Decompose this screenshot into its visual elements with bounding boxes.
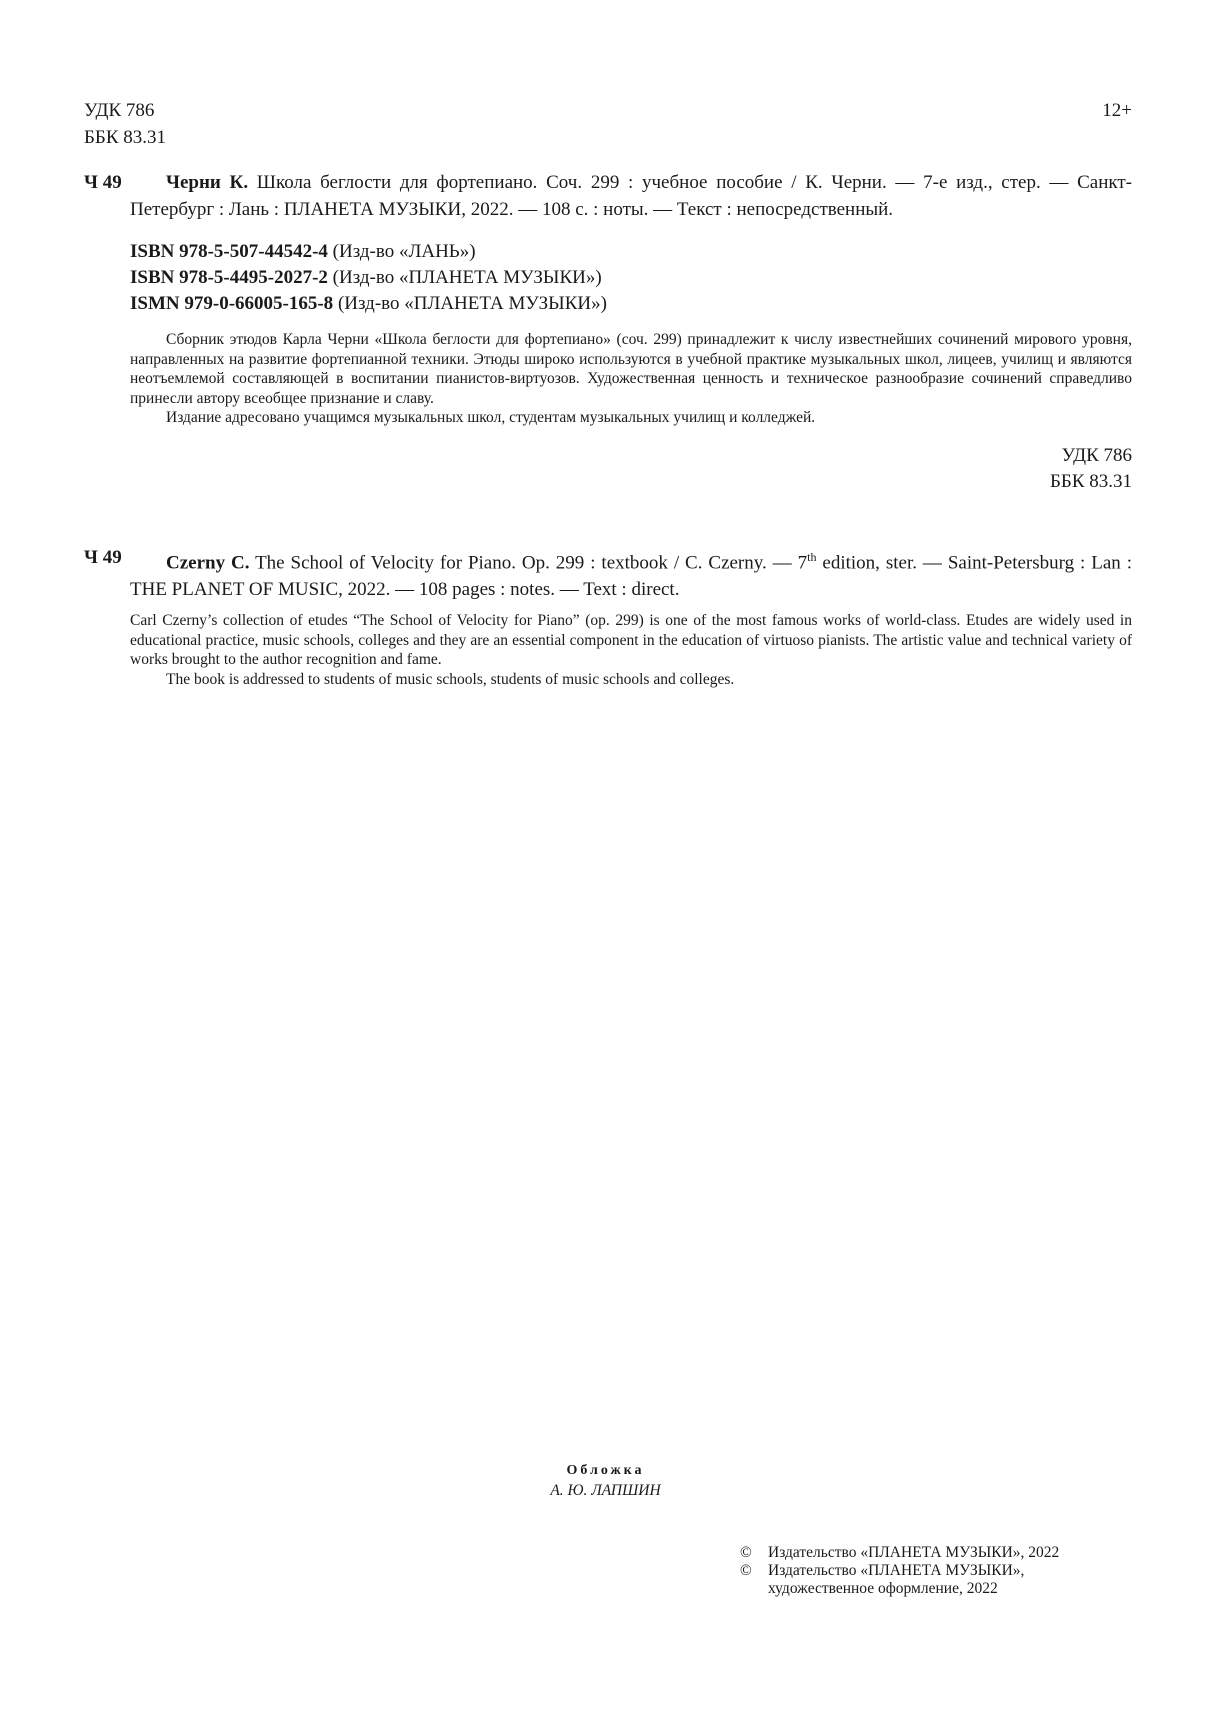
cover-credit-label: Обложка [566,1463,645,1478]
en-entry-code: Ч 49 [84,547,122,568]
bbk-code: ББК 83.31 [84,127,166,148]
ru-entry-author: Черни К. [166,172,249,193]
age-rating: 12+ [1102,100,1132,121]
copyright-text: Издательство «ПЛАНЕТА МУЗЫКИ», 2022 [768,1544,1060,1561]
copyright-block [740,1544,1059,1598]
identifier-line [130,265,607,291]
en-abstract-paragraph: The book is addressed to students of music schools, students of music schools and colleges. [166,670,735,688]
identifier-publisher: (Изд-во «ПЛАНЕТА МУЗЫКИ») [337,293,607,314]
ru-abstract [130,330,1132,428]
copyright-line [740,1562,1059,1580]
bbk-code: ББК 83.31 [1050,471,1132,492]
ru-abstract-paragraph: Сборник этюдов Карла Черни «Школа беглости для фортепиано» (соч. 299) принадлежит к числу известнейших сочинений мирового уровня, направленных на развитие фортепианной техники. Этюды широко используются в учебной практике музыкальных школ, лицеев, училищ и являются неотъемлемой составляющей в воспитании пианистов-виртуозов. Художественная ценность и техническое разнообразие сочинений справедливо принесли автору всеобщее признание и славу. [130,331,1132,407]
header-classification [84,97,166,151]
identifier-publisher: (Изд-во «ПЛАНЕТА МУЗЫКИ») [332,267,602,288]
identifier-publisher: (Изд-во «ЛАНЬ») [332,241,476,262]
ru-abstract-paragraph: Издание адресовано учащимся музыкальных школ, студентам музыкальных училищ и колледжей. [166,409,816,426]
ru-entry [130,169,1132,223]
copyright-line [740,1544,1059,1562]
identifier-number: ISBN 978-5-507-44542-4 [130,241,328,262]
copyright-icon: © [740,1544,752,1561]
udk-code: УДК 786 [84,100,155,121]
en-entry-text: The School of Velocity for Piano. Op. 299 : textbook / C. Czerny. — 7 [255,552,808,574]
classification-right [1050,443,1132,495]
identifier-line [130,291,607,317]
en-abstract [130,611,1132,689]
ru-entry-code: Ч 49 [84,172,122,193]
identifier-number: ISMN 979-0-66005-165-8 [130,293,334,314]
identifier-number: ISBN 978-5-4495-2027-2 [130,267,328,288]
ru-entry-text: Школа беглости для фортепиано. Соч. 299 : учебное пособие / К. Черни. — 7-е изд., стер. — Санкт-Петербург : Лань : ПЛАНЕТА МУЗЫКИ, 2022. — 108 с. : ноты. — Текст : непосредственный. [130,172,1133,220]
en-entry-author: Czerny C. [166,552,250,574]
en-entry-text-continued: edition, ster. — Saint-Petersburg : Lan : THE PLANET OF MUSIC, 2022. — 108 pages : notes. — Text : direct. [130,552,1132,601]
copyright-text: Издательство «ПЛАНЕТА МУЗЫКИ», [768,1562,1025,1579]
udk-code: УДК 786 [1061,445,1132,466]
en-entry-superscript: th [807,550,817,564]
identifier-line [130,239,607,265]
copyright-continuation: художественное оформление, 2022 [768,1580,998,1597]
en-abstract-paragraph: Carl Czerny’s collection of etudes “The School of Velocity for Piano” (op. 299) is one of the most famous works of world-class. Etudes are widely used in educational practice, music schools, colleges and they are an essential component in the education of virtuoso pianists. The artistic value and technical variety of works brought to the author recognition and fame. [130,612,1132,668]
cover-credit-name: А. Ю. ЛАПШИН [550,1482,661,1499]
copyright-icon: © [740,1562,752,1579]
identifier-list [130,239,607,317]
en-entry [130,544,1132,603]
